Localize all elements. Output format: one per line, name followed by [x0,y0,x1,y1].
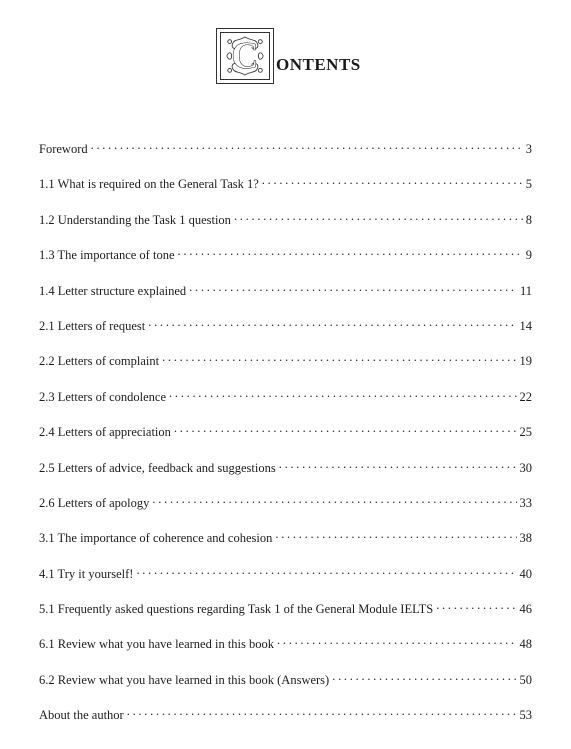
toc-entry-label: 1.3 The importance of tone [39,248,175,263]
toc-entry-label: 2.5 Letters of advice, feedback and suggestions [39,460,276,475]
toc-entry-label: 2.3 Letters of condolence [39,389,167,404]
toc-entry[interactable] [39,668,532,703]
toc-entry-page-number: 25 [519,425,532,440]
toc-entry-page-number: 22 [519,389,532,404]
toc-entry-label: 2.2 Letters of complaint [39,354,160,369]
toc-entry[interactable] [39,491,532,526]
toc-entry-label: 2.1 Letters of request [39,318,146,333]
toc-entry[interactable] [39,562,532,597]
toc-entry[interactable] [39,526,532,561]
toc-entry-label: About the author [39,708,124,723]
toc-entry-page-number: 53 [519,708,532,723]
toc-entry[interactable] [39,703,532,738]
toc-entry-page-number: 33 [519,495,532,510]
toc-entry[interactable] [39,137,532,172]
toc-entry-page-number: 8 [525,212,532,227]
dropcap-frame [220,32,270,80]
toc-entry-label: 1.4 Letter structure explained [39,283,187,298]
title-text: ONTENTS [276,55,361,74]
toc-entry[interactable] [39,632,532,667]
dot-leader [178,243,523,259]
page-title [216,28,361,84]
dot-leader [169,385,516,401]
toc-entry-label: 5.1 Frequently asked questions regarding Task 1 of the General Module IELTS [39,602,434,617]
toc-entry[interactable] [39,597,532,632]
toc-entry[interactable] [39,172,532,207]
toc-entry-label: 2.6 Letters of apology [39,495,150,510]
dot-leader [127,703,517,719]
toc-entry-page-number: 19 [519,354,532,369]
dot-leader [174,420,517,436]
dot-leader [279,456,517,472]
toc-entry[interactable] [39,243,532,278]
toc-entry-page-number: 9 [525,248,532,263]
toc-entry-page-number: 50 [519,672,532,687]
dot-leader [436,597,516,613]
table-of-contents [39,137,532,739]
toc-entry-label: 4.1 Try it yourself! [39,566,134,581]
dot-leader [275,526,516,542]
toc-entry-page-number: 40 [519,566,532,581]
dropcap-letter: C [231,35,259,77]
toc-entry[interactable] [39,208,532,243]
toc-entry-page-number: 46 [519,602,532,617]
toc-entry-label: 1.2 Understanding the Task 1 question [39,212,231,227]
toc-entry[interactable] [39,385,532,420]
toc-entry-page-number: 48 [519,637,532,652]
dot-leader [332,668,516,684]
toc-entry[interactable] [39,420,532,455]
toc-entry[interactable] [39,349,532,384]
toc-entry[interactable] [39,314,532,349]
toc-entry-page-number: 30 [519,460,532,475]
ornamental-dropcap [216,28,274,84]
toc-entry-page-number: 3 [525,142,532,156]
toc-entry-label: Foreword [39,142,88,156]
dot-leader [152,491,516,507]
toc-entry-label: 6.1 Review what you have learned in this book [39,637,275,652]
toc-entry-label: 2.4 Letters of appreciation [39,425,171,440]
dot-leader [148,314,516,330]
toc-entry-page-number: 11 [519,283,532,298]
toc-entry-page-number: 5 [525,177,532,192]
dot-leader [189,279,517,295]
toc-entry-label: 1.1 What is required on the General Task 1? [39,177,259,192]
toc-entry[interactable] [39,456,532,491]
dot-leader [277,632,516,648]
toc-entry-page-number: 14 [519,318,532,333]
dot-leader [234,208,523,224]
dot-leader [262,172,523,188]
dot-leader [136,562,516,578]
toc-entry[interactable] [39,279,532,314]
dot-leader [162,349,516,365]
toc-entry-page-number: 38 [519,531,532,546]
toc-entry-label: 3.1 The importance of coherence and cohesion [39,531,273,546]
dot-leader [91,137,523,153]
toc-entry-label: 6.2 Review what you have learned in this book (Answers) [39,672,330,687]
